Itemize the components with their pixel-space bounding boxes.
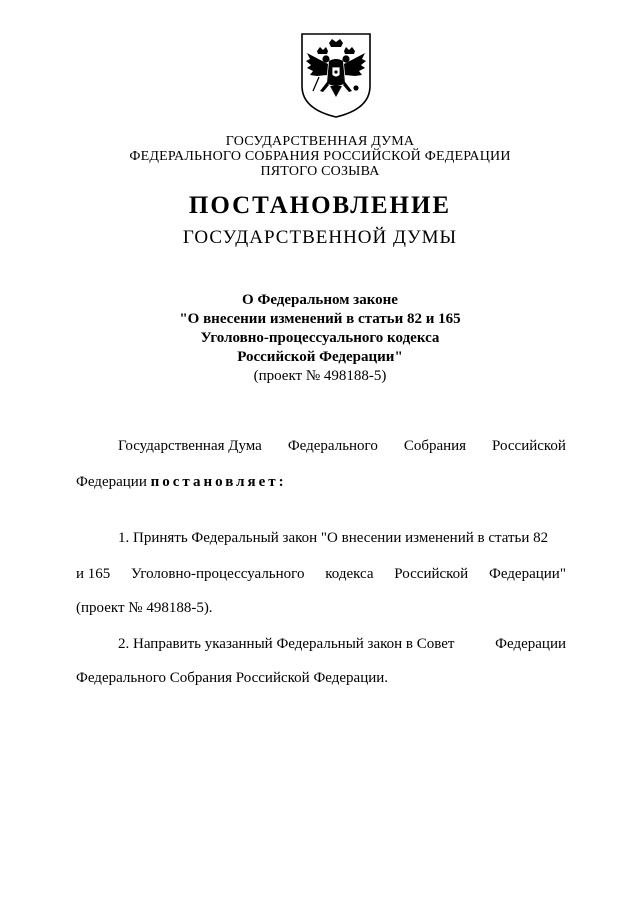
- header-line-federal-assembly: ФЕДЕРАЛЬНОГО СОБРАНИЯ РОССИЙСКОЙ ФЕДЕРАЦИИ: [129, 149, 511, 164]
- document-type-title: ПОСТАНОВЛЕНИЕ: [188, 192, 452, 219]
- subject-line-3: Уголовно-процессуального кодекса: [200, 330, 440, 346]
- item-1-line-3: (проект № 498188-5).: [76, 600, 213, 616]
- intro-word: Государственная Дума: [118, 438, 262, 454]
- subject-line-1: О Федеральном законе: [242, 292, 398, 308]
- item-1-word: Федерации": [488, 566, 566, 582]
- resolution-verb: постановляет:: [150, 474, 287, 490]
- intro-line2-prefix: Федерации: [76, 474, 147, 490]
- intro-paragraph-line-1: [118, 438, 566, 455]
- item-1-word: Российской: [394, 566, 469, 582]
- subject-line-2: "О внесении изменений в статьи 82 и 165: [179, 311, 461, 327]
- russian-double-headed-eagle-emblem-icon: [299, 31, 373, 119]
- item-1-line-1: 1. Принять Федеральный закон "О внесении изменений в статьи 82: [118, 530, 549, 546]
- item-2-line-2: Федерального Собрания Российской Федерации.: [76, 670, 389, 686]
- item-1-word: Уголовно-процессуального: [131, 566, 305, 582]
- subject-line-4: Российской Федерации": [237, 349, 403, 365]
- item-2-word: Федерации: [495, 636, 566, 652]
- item-1-word: и 165: [76, 566, 111, 582]
- item-1-word: кодекса: [325, 566, 374, 582]
- header-line-convocation: ПЯТОГО СОЗЫВА: [260, 164, 380, 179]
- intro-word: Собрания: [403, 438, 467, 454]
- item-2-word: 2. Направить указанный Федеральный закон в Совет: [118, 636, 455, 652]
- subject-project-number: (проект № 498188-5): [253, 368, 387, 384]
- item-1-line-2: [76, 566, 566, 583]
- item-2-line-1: [118, 636, 566, 653]
- intro-word: Федерального: [287, 438, 378, 454]
- intro-paragraph-line-2: [76, 474, 287, 491]
- header-line-state-duma: ГОСУДАРСТВЕННАЯ ДУМА: [225, 134, 415, 149]
- intro-word: Российской: [492, 438, 566, 454]
- document-authority-title: ГОСУДАРСТВЕННОЙ ДУМЫ: [182, 227, 458, 248]
